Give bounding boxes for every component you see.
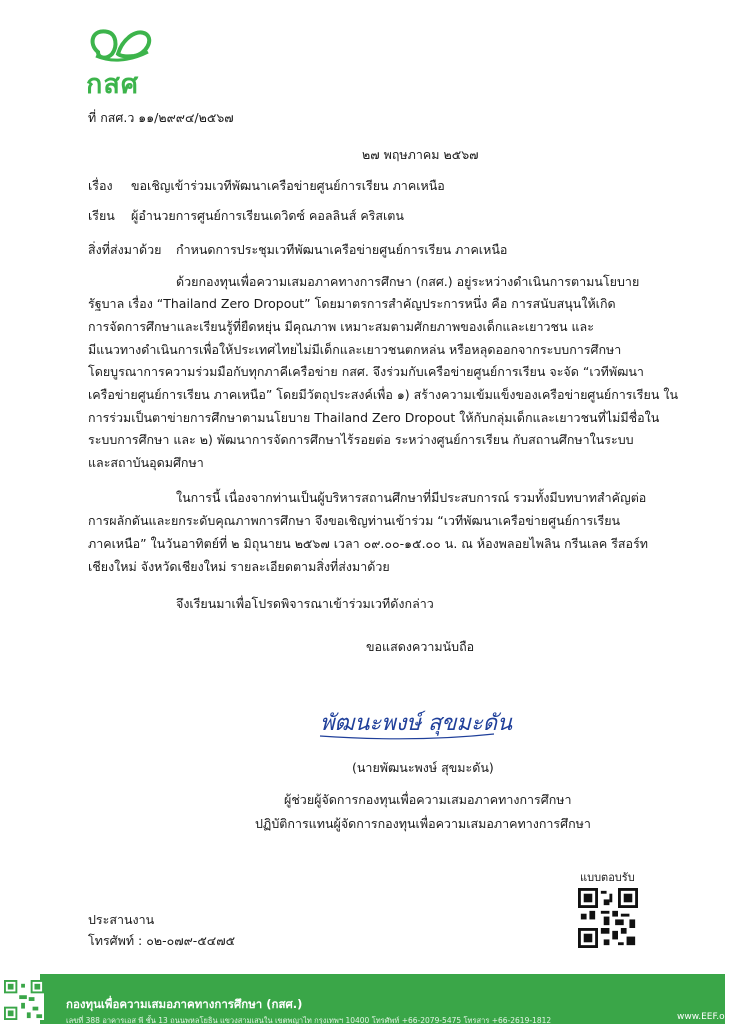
paragraph-1-line: โดยบูรณาการความร่วมมือกับทุกภาคีเครือข่าย กสศ. จึงร่วมกับเครือข่ายศูนย์การเรียน จะจัด “เวทีพัฒนา: [88, 364, 644, 379]
signatory-position-1: ผู้ช่วยผู้จัดการกองทุนเพื่อความเสมอภาคทางการศึกษา: [284, 792, 572, 807]
paragraph-1-line: การร่วมเป็นตาข่ายการศึกษาตามนโยบาย Thailand Zero Dropout ให้กับกลุ่มเด็กและเยาวชนที่ไม่มีชื่อใน: [88, 410, 660, 425]
reply-form-label: แบบตอบรับ: [580, 871, 635, 884]
footer-website-link[interactable]: www.EEF.or.th: [677, 1012, 740, 1022]
footer-qr-code-icon[interactable]: [4, 980, 44, 1020]
paragraph-1-line: มีแนวทางดำเนินการเพื่อให้ประเทศไทยไม่มีเด็กและเยาวชนตกหล่น หรือหลุดออกจากระบบการศึกษา: [88, 342, 622, 357]
enclosure-text: กำหนดการประชุมเวทีพัฒนาเครือข่ายศูนย์การเรียน ภาคเหนือ: [176, 242, 508, 257]
paragraph-1-line: ด้วยกองทุนเพื่อความเสมอภาคทางการศึกษา (กสศ.) อยู่ระหว่างดำเนินการตามนโยบาย: [176, 274, 640, 289]
recipient-text: ผู้อำนวยการศูนย์การเรียนเดวิดซ์ คอลลินส์ คริสเตน: [131, 208, 404, 223]
contact-label: ประสานงาน: [88, 912, 155, 927]
paragraph-2-line: ในการนี้ เนื่องจากท่านเป็นผู้บริหารสถานศึกษาที่มีประสบการณ์ รวมทั้งมีบทบาทสำคัญต่อ: [176, 490, 647, 505]
paragraph-1-line: ระบบการศึกษา และ ๒) พัฒนาการจัดการศึกษาไร้รอยต่อ ระหว่างศูนย์การเรียน กับสถานศึกษาในระบบ: [88, 432, 634, 447]
signatory-name: (นายพัฒนะพงษ์ สุขมะดัน): [352, 760, 494, 775]
enclosure-label: สิ่งที่ส่งมาด้วย: [88, 242, 162, 257]
closing-regards: ขอแสดงความนับถือ: [366, 639, 475, 654]
paragraph-1-line: รัฐบาล เรื่อง “Thailand Zero Dropout” โดยมาตรการสำคัญประการหนึ่ง คือ การสนับสนุนให้เกิด: [88, 296, 616, 311]
subject-label: เรื่อง: [88, 178, 113, 193]
reply-qr-code-icon[interactable]: [578, 888, 638, 948]
contact-phone: โทรศัพท์ : ๐๒-๐๗๙-๕๔๗๕: [88, 933, 236, 948]
recipient-label: เรียน: [88, 208, 115, 223]
footer-address: เลขที่ 388 อาคารเอส พี ชั้น 13 ถนนพหลโยธิน แขวงสามเสนใน เขตพญาไท กรุงเทพฯ 10400 โทรศัพท์ +66-2079-5475 โทรสาร +66-2619-1812: [66, 1016, 552, 1025]
subject-text: ขอเชิญเข้าร่วมเวทีพัฒนาเครือข่ายศูนย์การเรียน ภาคเหนือ: [131, 178, 445, 193]
paragraph-2-line: การผลักดันและยกระดับคุณภาพการศึกษา จึงขอเชิญท่านเข้าร่วม “เวทีพัฒนาเครือข่ายศูนย์การเรียน: [88, 513, 621, 528]
footer-org-name: กองทุนเพื่อความเสมอภาคทางการศึกษา (กสศ.): [66, 997, 303, 1011]
paragraph-1-line: การจัดการศึกษาและเรียนรู้ที่ยืดหยุ่น มีคุณภาพ เหมาะสมตามศักยภาพของเด็กและเยาวชน และ: [88, 319, 594, 334]
paragraph-1-line: และสถาบันอุดมศึกษา: [88, 455, 204, 470]
reference-number: ที่ กสศ.ว ๑๑/๒๙๙๔/๒๕๖๗: [88, 110, 234, 125]
paragraph-2-line: ภาคเหนือ” ในวันอาทิตย์ที่ ๒ มิถุนายน ๒๕๖๗ เวลา ๐๙.๐๐-๑๕.๐๐ น. ณ ห้องพลอยไพลิน กรีนเลค รีสอร์ท: [88, 536, 649, 551]
letter-date: ๒๗ พฤษภาคม ๒๕๖๗: [362, 147, 479, 162]
svg-text:พัฒนะพงษ์ สุขมะดัน: พัฒนะพงษ์ สุขมะดัน: [320, 711, 513, 736]
paragraph-1-line: เครือข่ายศูนย์การเรียน ภาคเหนือ” โดยมีวัตถุประสงค์เพื่อ ๑) สร้างความเข้มแข็งของเครือข่ายศูนย์การเรียน ใน: [88, 387, 678, 402]
paragraph-3: จึงเรียนมาเพื่อโปรดพิจารณาเข้าร่วมเวทีดังกล่าว: [176, 596, 434, 611]
paragraph-2-line: เชียงใหม่ จังหวัดเชียงใหม่ รายละเอียดตามสิ่งที่ส่งมาด้วย: [88, 559, 390, 574]
signatory-position-2: ปฏิบัติการแทนผู้จัดการกองทุนเพื่อความเสมอภาคทางการศึกษา: [255, 816, 591, 831]
signature: [318, 700, 513, 744]
logo-wordmark: กสศ: [86, 69, 139, 100]
